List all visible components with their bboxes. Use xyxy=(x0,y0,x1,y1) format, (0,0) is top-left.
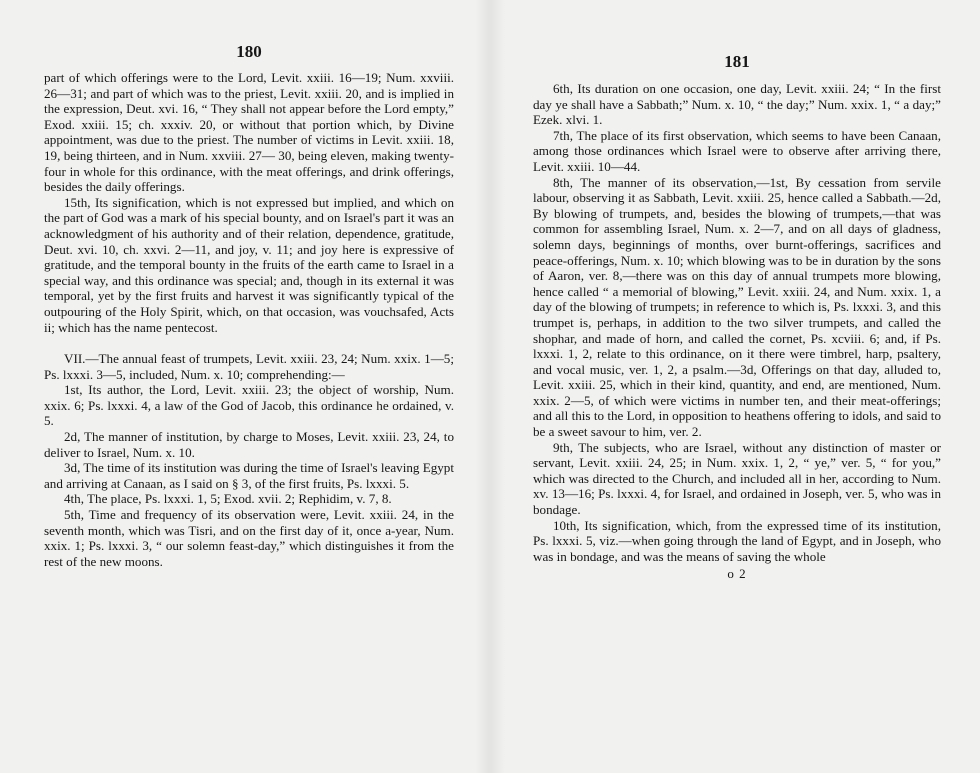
paragraph: 8th, The manner of its observation,—1st, By cessation from servile labour, observing it as Sabbath, Levit. xxiii. 25, hence called a Sabbath.—2d, By blowing of trumpets, and, besides the blowing of trumpets,—that was common for assembling Israel, Num. x. 2—7, and on all days of gladness, solemn days, beginnings of months, over burnt-offerings, sacrifices and peace-offerings, Num. x. 10; which blowing was to be in duration by the sons of Aaron, ver. 8,—there was on this day of annual trumpets more blowing, hence called “ a memorial of blowing,” Levit. xxiii. 24, and Num. xxix. 1, a day of the blowing of trumpets; in reference to which is, Ps. lxxxi. 3, and this trumpet is, perhaps, in addition to the two silver trumpets, and called the shophar, and made of horn, and called the cornet, Ps. xcviii. 6; and, if Ps. lxxxi. 1, 2, relate to this ordinance, on it there were timbrel, harp, psaltery, and vocal music, ver. 1, 2, a psalm.—3d, Offerings on that day, alluded to, Levit. xxiii. 25, which in their kind, quantity, and end, are mentioned, Num. xxix. 2—5, of which were victims in number ten, and their meat-offerings; and all this to the Lord, in opposition to heathens offering to idols, and said to be a sweet savour to him, ver. 2. xyxy=(533,174,941,440)
left-page xyxy=(44,0,454,569)
paragraph: 3d, The time of its institution was during the time of Israel's leaving Egypt and arriving at Canaan, as I said on § 3, of the first fruits, Ps. lxxxi. 5. xyxy=(44,460,454,491)
paragraph: 9th, The subjects, who are Israel, without any distinction of master or servant, Levit. xxiii. 24, 25; in Num. xxix. 1, 2, “ ye,” ver. 5, “ for you,” which was directed to the Church, and included all in her, according to Num. xv. 13—16; Ps. lxxxi. 4, for Israel, and ordained in Joseph, ver. 5, who was in bondage. xyxy=(533,439,941,518)
gutter-shadow xyxy=(475,0,505,773)
paragraph: 10th, Its signification, which, from the expressed time of its institution, Ps. lxxxi. 5, viz.—when going through the land of Egypt, and in Joseph, who was in bondage, and was the means of saving the whole xyxy=(533,517,941,564)
page-text xyxy=(44,70,454,569)
paragraph: 2d, The manner of institution, by charge to Moses, Levit. xxiii. 23, 24, to deliver to Israel, Num. x. 10. xyxy=(44,429,454,460)
paragraph: 1st, Its author, the Lord, Levit. xxiii. 23; the object of worship, Num. xxix. 6; Ps. lxxxi. 4, a law of the God of Jacob, this ordinance he ordained, v. 5. xyxy=(44,382,454,429)
right-page xyxy=(533,0,941,582)
page-text xyxy=(533,81,941,564)
page-number: 181 xyxy=(724,52,750,71)
page-number: 180 xyxy=(236,42,262,61)
paragraph: 15th, Its signification, which is not expressed but implied, and which on the part of God was a mark of his special bounty, and on Israel's part it was an acknowledgment of his authority and of their relation, dependence, gratitude, Deut. xvi. 10, ch. xxvi. 2—11, and joy, v. 11; and joy here is expressive of gratitude, and the temporal bounty in the fruits of the earth came to Israel in a special way, and this ordinance was special; and, though in its external it was temporal, yet by the first fruits and harvest it was significantly typical of the outpouring of the Holy Spirit, which, on that occasion, was vouchsafed, Acts ii; which has the name pentecost. xyxy=(44,194,454,335)
section-heading-paragraph: VII.—The annual feast of trumpets, Levit. xxiii. 23, 24; Num. xxix. 1—5; Ps. lxxxi. 3—5, included, Num. x. 10; comprehending:— xyxy=(44,351,454,382)
paragraph: part of which offerings were to the Lord, Levit. xxiii. 16—19; Num. xxviii. 26—31; and part of which was to the priest, Levit. xxiii. 20, and is implied in the expression, Deut. xvi. 16, “ They shall not appear before the Lord empty,” Exod. xxiii. 15; ch. xxxiv. 20, or without that portion which, by Divine appointment, was due to the priest. The number of victims in Levit. xxiii. 18, 19, being thirteen, and in Num. xxviii. 27— 30, being eleven, making twenty-four in whole for this ordinance, with the meat offerings, and drink offerings, besides the daily offerings. xyxy=(44,70,454,195)
paragraph: 5th, Time and frequency of its observation were, Levit. xxiii. 24, in the seventh month, which was Tisri, and on the first day of it, once a-year, Num. xxix. 1; Ps. lxxxi. 3, “ our solemn feast-day,” which distinguishes it from the rest of the new moons. xyxy=(44,507,454,569)
paragraph: 4th, The place, Ps. lxxxi. 1, 5; Exod. xvii. 2; Rephidim, v. 7, 8. xyxy=(64,491,392,507)
paragraph: 6th, Its duration on one occasion, one day, Levit. xxiii. 24; “ In the first day ye shall have a Sabbath;” Num. x. 10, “ the day;” Num. xxix. 1, “ a day;” Ezek. xlvi. 1. xyxy=(533,81,941,128)
paragraph: 7th, The place of its first observation, which seems to have been Canaan, among those ordinances which Israel were to observe after arriving there, Levit. xxiii. 10—44. xyxy=(533,127,941,174)
signature-mark: o 2 xyxy=(727,566,747,582)
